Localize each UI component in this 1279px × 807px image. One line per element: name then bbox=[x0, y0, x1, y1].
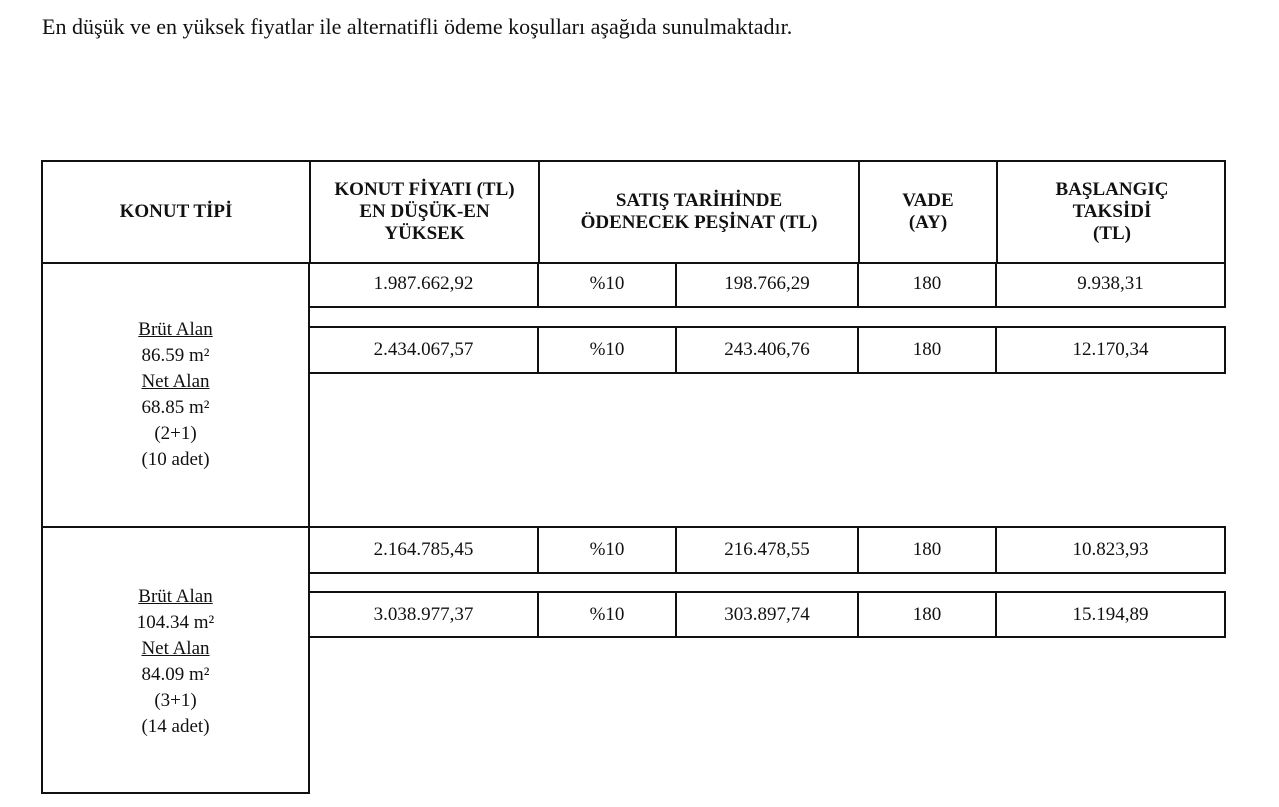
header-vade: VADE (AY) bbox=[858, 162, 996, 262]
down-payment-cell: 198.766,29 bbox=[675, 262, 857, 306]
konut-tipi-cell-1 bbox=[41, 262, 310, 528]
vade-cell: 180 bbox=[857, 328, 995, 372]
table-row bbox=[308, 526, 1226, 574]
vade-cell: 180 bbox=[857, 528, 995, 572]
table-row bbox=[308, 591, 1226, 638]
unit-count: (14 adet) bbox=[141, 716, 210, 737]
type-info-1 bbox=[43, 317, 308, 473]
taksit-cell: 12.170,34 bbox=[995, 328, 1224, 372]
taksit-cell: 10.823,93 bbox=[995, 528, 1224, 572]
net-value: 68.85 m² bbox=[141, 397, 210, 418]
header-pesinat: SATIŞ TARİHİNDE ÖDENECEK PEŞİNAT (TL) bbox=[538, 162, 858, 262]
net-label: Net Alan bbox=[141, 638, 210, 659]
percent-cell: %10 bbox=[537, 528, 675, 572]
konut-tipi-cell-2 bbox=[41, 526, 310, 794]
table-row bbox=[308, 262, 1226, 308]
room-count: (3+1) bbox=[154, 690, 197, 711]
net-label: Net Alan bbox=[141, 371, 210, 392]
percent-cell: %10 bbox=[537, 593, 675, 636]
header-konut-fiyati: KONUT FİYATI (TL) EN DÜŞÜK-EN YÜKSEK bbox=[309, 162, 538, 262]
unit-count: (10 adet) bbox=[141, 449, 210, 470]
type-info-2 bbox=[43, 584, 308, 740]
price-cell: 2.434.067,57 bbox=[373, 339, 474, 360]
percent-cell: %10 bbox=[537, 328, 675, 372]
taksit-cell: 9.938,31 bbox=[995, 262, 1224, 306]
brut-label: Brüt Alan bbox=[138, 586, 213, 607]
brut-label: Brüt Alan bbox=[138, 319, 213, 340]
brut-value: 86.59 m² bbox=[141, 345, 210, 366]
taksit-cell: 15.194,89 bbox=[995, 593, 1224, 636]
brut-value: 104.34 m² bbox=[136, 612, 215, 633]
percent-cell: %10 bbox=[537, 262, 675, 306]
price-cell: 3.038.977,37 bbox=[373, 603, 474, 625]
down-payment-cell: 303.897,74 bbox=[675, 593, 857, 636]
intro-text: En düşük ve en yüksek fiyatlar ile alternatifli ödeme koşulları aşağıda sunulmaktadır. bbox=[42, 14, 793, 39]
header-taksit: BAŞLANGIÇ TAKSİDİ (TL) bbox=[996, 162, 1226, 262]
table-row bbox=[308, 326, 1226, 374]
net-value: 84.09 m² bbox=[141, 664, 210, 685]
price-cell: 2.164.785,45 bbox=[373, 539, 474, 560]
down-payment-cell: 243.406,76 bbox=[675, 328, 857, 372]
vade-cell: 180 bbox=[857, 262, 995, 306]
header-konut-tipi: KONUT TİPİ bbox=[119, 201, 233, 222]
price-cell: 1.987.662,92 bbox=[373, 273, 474, 294]
table-header bbox=[41, 160, 1226, 264]
room-count: (2+1) bbox=[154, 423, 197, 444]
vade-cell: 180 bbox=[857, 593, 995, 636]
down-payment-cell: 216.478,55 bbox=[675, 528, 857, 572]
